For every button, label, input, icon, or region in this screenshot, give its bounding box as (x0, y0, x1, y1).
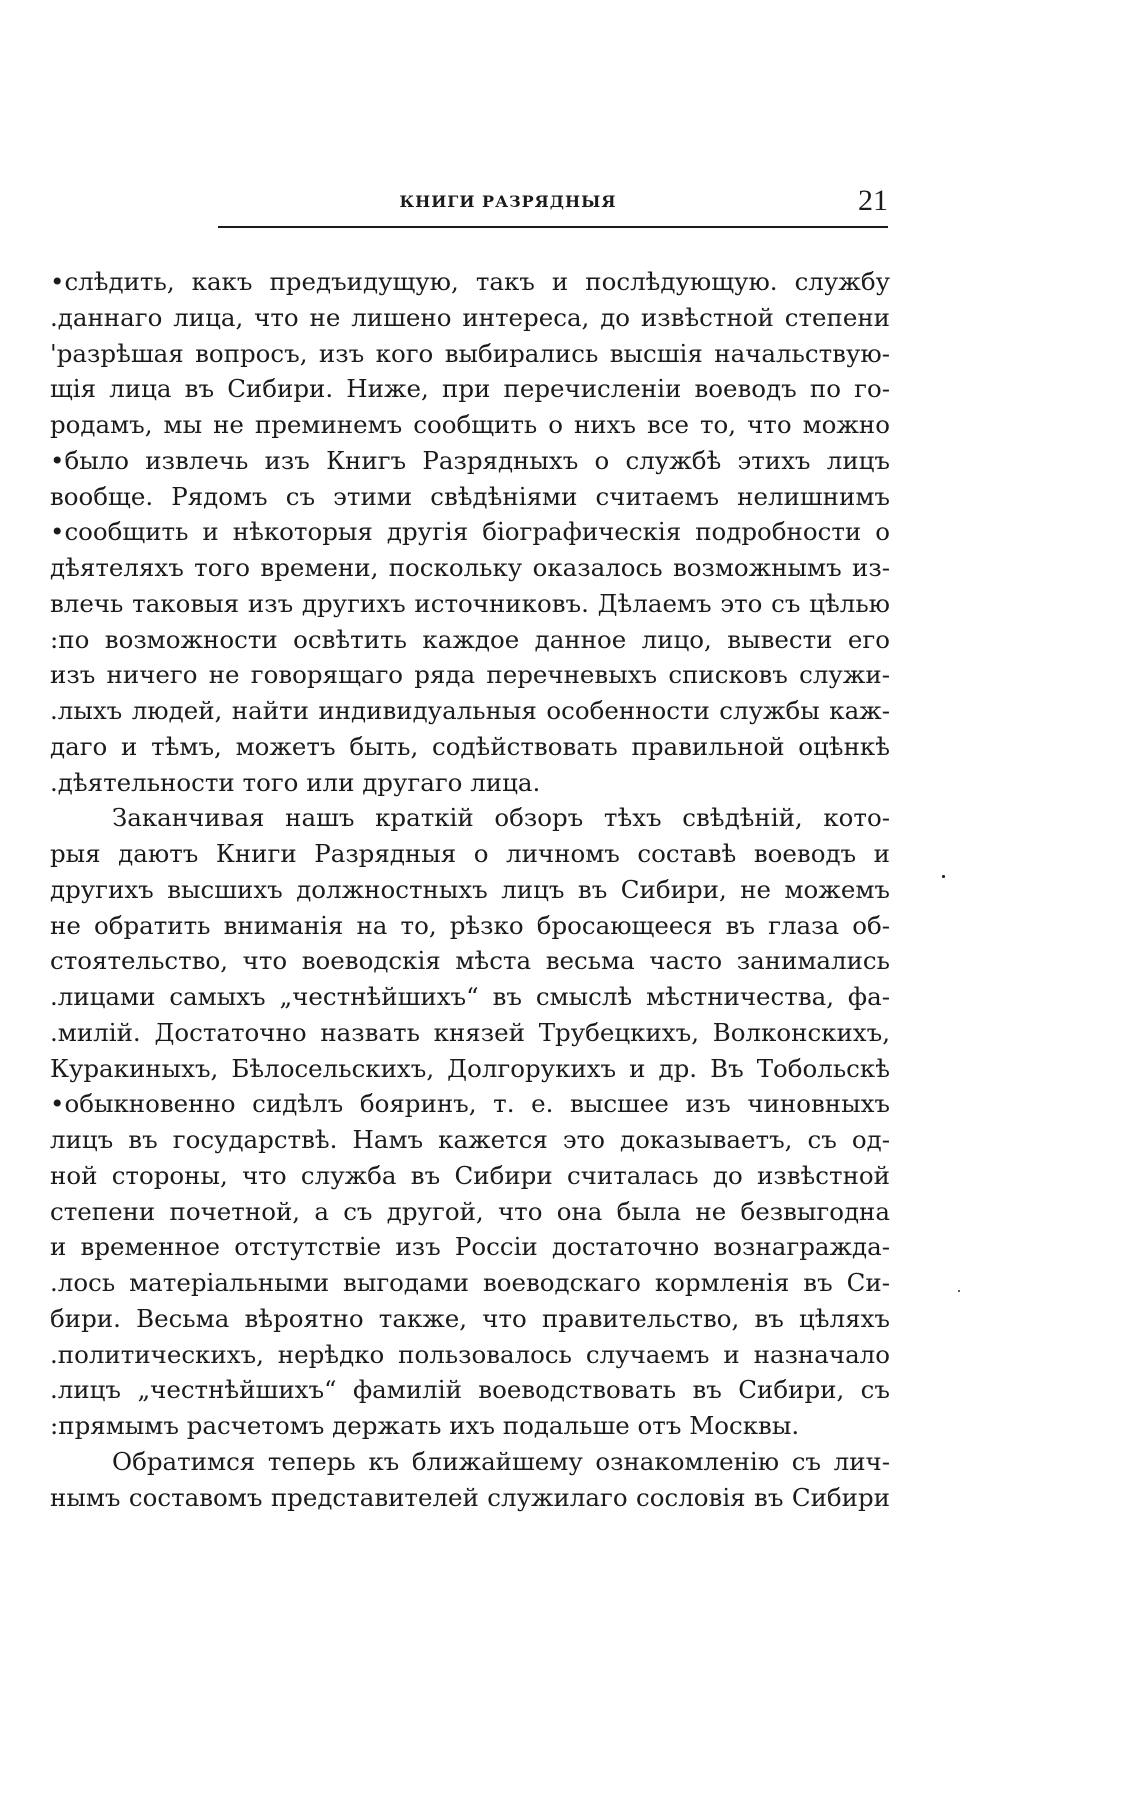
text-line: бири. Весьма вѣроятно также, что правительство, въ цѣляхъ (50, 1303, 890, 1333)
text-line: •слѣдить, какъ предъидущую, такъ и послѣдующую. службу (50, 267, 890, 296)
text-line: .лось матеріальными выгодами воеводскаго кормленія въ Си- (50, 1268, 890, 1297)
text-line: изъ ничего не говорящаго ряда перечневыхъ списковъ служи- (50, 660, 890, 690)
text-line: щія лица въ Сибири. Ниже, при перечисленіи воеводъ по го- (50, 374, 890, 404)
text-line: вообще. Рядомъ съ этими свѣдѣніями считаемъ нелишнимъ (50, 481, 890, 511)
text-line: нымъ составомъ представителей служилаго сословія въ Сибири (50, 1482, 890, 1512)
text-line: 'разрѣшая вопросъ, изъ кого выбирались высшія начальствую- (50, 338, 890, 368)
right-margin-speck (958, 1290, 960, 1292)
text-line: .милій. Достаточно назвать князей Трубецкихъ, Волконскихъ, (50, 1017, 890, 1047)
text-line: •было извлечь изъ Книгъ Разрядныхъ о службѣ этихъ лицъ (50, 445, 890, 475)
text-line: .политическихъ, нерѣдко пользовалось случаемъ и назначало (50, 1339, 890, 1369)
text-line: .лыхъ людей, найти индивидуальныя особенности службы каж- (50, 696, 890, 725)
page-header (218, 184, 888, 224)
text-line-paragraph-start: Заканчивая нашъ краткій обзоръ тѣхъ свѣдѣній, кото- (112, 803, 890, 833)
text-line: .лицъ „честнѣйшихъ“ фамилій воеводствовать въ Сибири, съ (50, 1375, 890, 1405)
text-line: стоятельство, что воеводскія мѣста весьма часто занимались (50, 946, 890, 976)
text-line: рыя даютъ Книги Разрядныя о личномъ составѣ воеводъ и (50, 839, 890, 868)
text-line: не обратить вниманія на то, рѣзко бросающееся въ глаза об- (50, 910, 890, 940)
text-line: ной стороны, что служба въ Сибири считалась до извѣстной (50, 1160, 890, 1190)
text-line: •обыкновенно сидѣлъ бояринъ, т. е. высшее изъ чиновныхъ (50, 1089, 890, 1119)
text-line: •сообщить и нѣкоторыя другія біографическія подробности о (50, 517, 890, 547)
text-line: .лицами самыхъ „честнѣйшихъ“ въ смыслѣ мѣстничества, фа- (50, 982, 890, 1011)
page-number: 21 (858, 184, 888, 217)
text-line: даго и тѣмъ, можетъ быть, содѣйствовать правильной оцѣнкѣ (50, 731, 890, 761)
body-text (50, 264, 890, 1515)
text-line: .даннаго лица, что не лишено интереса, до извѣстной степени (50, 302, 890, 332)
text-line: родамъ, мы не преминемъ сообщить о нихъ все то, что можно (50, 410, 890, 439)
text-line-paragraph-end: :прямымъ расчетомъ держать ихъ подальше отъ Москвы. (50, 1411, 800, 1440)
text-line: влечь таковыя изъ другихъ источниковъ. Дѣлаемъ это съ цѣлью (50, 588, 890, 618)
text-line: :по возможности освѣтить каждое данное лицо, вывести его (50, 624, 890, 654)
text-line: и временное отстутствіе изъ Россіи достаточно вознагражда- (50, 1232, 890, 1262)
header-rule (218, 226, 888, 228)
text-line: другихъ высшихъ должностныхъ лицъ въ Сибири, не можемъ (50, 874, 890, 904)
running-title: КНИГИ РАЗРЯДНЫЯ (399, 192, 617, 211)
text-line: Куракиныхъ, Бѣлосельскихъ, Долгорукихъ и др. Въ Тобольскѣ (50, 1053, 890, 1083)
text-line: дѣятеляхъ того времени, поскольку оказалось возможнымъ из- (50, 553, 890, 582)
text-line-paragraph-end: .дѣятельности того или другаго лица. (50, 767, 541, 797)
text-line-paragraph-start: Обратимся теперь къ ближайшему ознакомленію съ лич- (112, 1446, 890, 1476)
text-line: степени почетной, а съ другой, что она была не безвыгодна (50, 1196, 890, 1226)
text-line: лицъ въ государствѣ. Намъ кажется это доказываетъ, съ од- (50, 1125, 890, 1154)
right-margin-speck (942, 875, 945, 878)
